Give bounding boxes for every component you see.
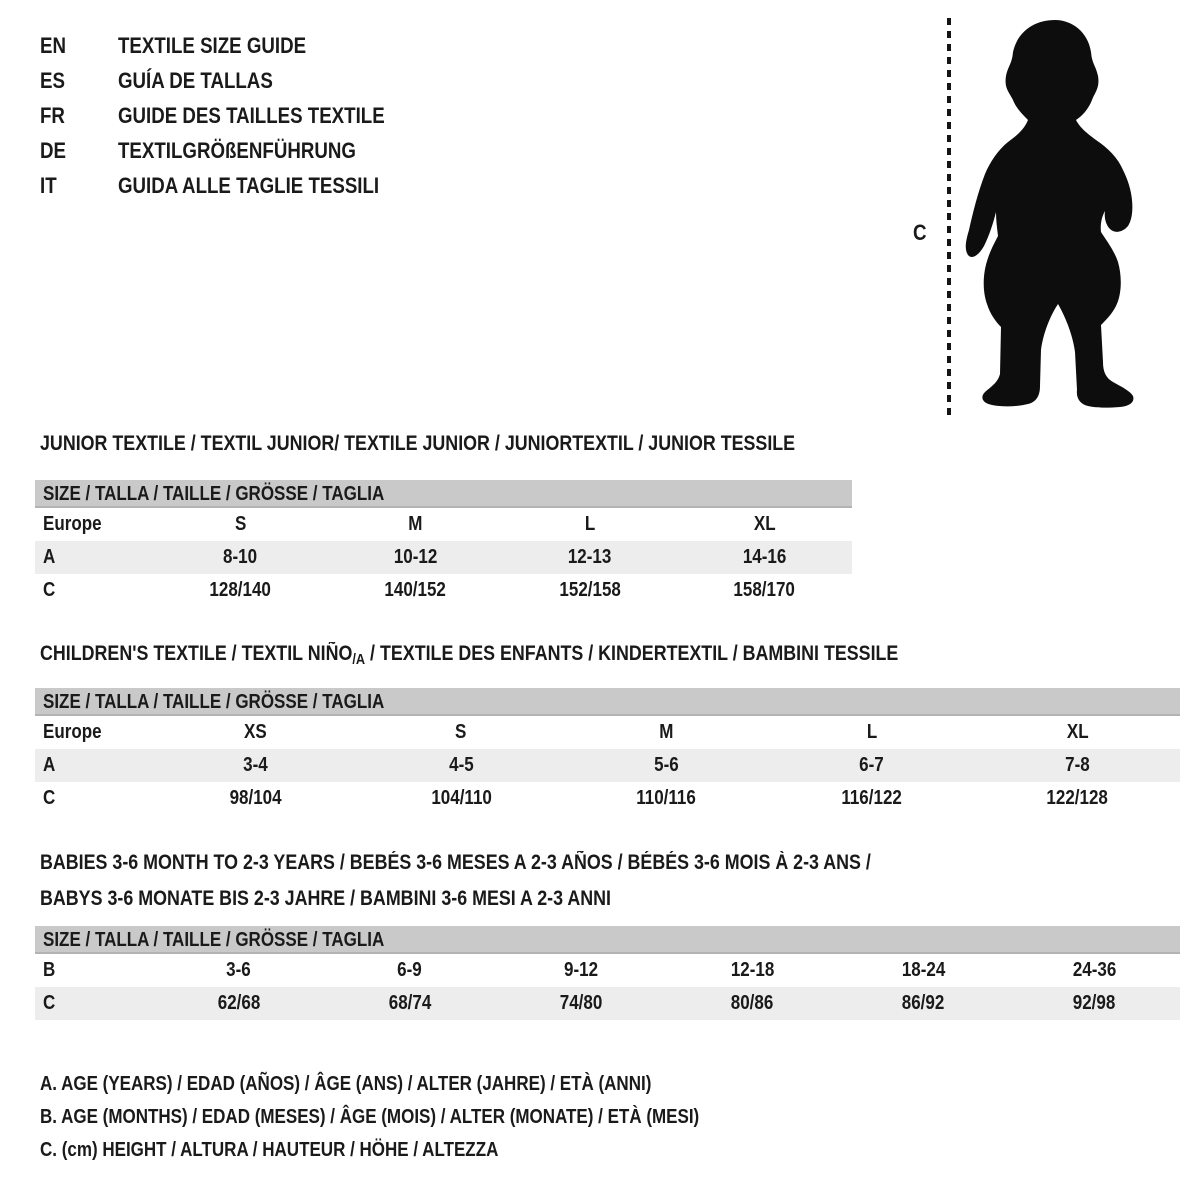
months-value: 18-24 xyxy=(901,959,946,981)
language-title: TEXTILGRÖßENFÜHRUNG xyxy=(118,137,356,163)
children-size-table xyxy=(35,688,1180,815)
title-subscript: /A xyxy=(352,651,366,668)
size-header-bar: SIZE / TALLA / TAILLE / GRÖSSE / TAGLIA xyxy=(35,480,852,508)
table-row-europe xyxy=(35,716,1180,749)
height-measure-label: C xyxy=(913,220,927,245)
age-value: 8-10 xyxy=(223,546,258,568)
legend xyxy=(40,1068,816,1167)
height-value: 92/98 xyxy=(1073,992,1116,1014)
height-value: 158/170 xyxy=(733,579,796,601)
babies-size-table xyxy=(35,926,1180,1020)
language-title: GUIDE DES TAILLES TEXTILE xyxy=(118,102,385,128)
language-title: TEXTILE SIZE GUIDE xyxy=(118,32,307,58)
height-value: 80/86 xyxy=(730,992,774,1014)
row-label: C xyxy=(43,992,56,1014)
language-title: GUIDA ALLE TAGLIE TESSILI xyxy=(118,172,380,198)
height-value: 68/74 xyxy=(388,992,432,1014)
height-value: 152/158 xyxy=(559,579,621,601)
age-value: 3-4 xyxy=(243,754,268,776)
size-header-bar: SIZE / TALLA / TAILLE / GRÖSSE / TAGLIA xyxy=(35,688,1180,716)
table-row-age xyxy=(35,541,852,574)
age-value: 4-5 xyxy=(448,754,474,776)
row-label: C xyxy=(43,579,56,601)
babies-title-line1: BABIES 3-6 MONTH TO 2-3 YEARS / BEBÉS 3-6 MESES A 2-3 AÑOS / BÉBÉS 3-6 MOIS À 2-3 ANS / xyxy=(40,851,871,874)
row-label: A xyxy=(43,546,56,568)
legend-line-a: A. AGE (YEARS) / EDAD (AÑOS) / ÂGE (ANS) / ALTER (JAHRE) / ETÀ (ANNI) xyxy=(40,1073,652,1095)
language-row-es xyxy=(40,63,432,98)
size-value: L xyxy=(866,721,878,743)
language-title: GUÍA DE TALLAS xyxy=(118,67,273,93)
height-value: 116/122 xyxy=(841,787,903,809)
toddler-silhouette-image xyxy=(960,12,1144,418)
babies-title-line2: BABYS 3-6 MONATE BIS 2-3 JAHRE / BAMBINI 3-6 MESI A 2-3 ANNI xyxy=(40,887,611,910)
junior-section-title: JUNIOR TEXTILE / TEXTIL JUNIOR/ TEXTILE JUNIOR / JUNIORTEXTIL / JUNIOR TESSILE xyxy=(40,432,796,455)
age-value: 5-6 xyxy=(654,754,679,776)
row-label: Europe xyxy=(43,513,102,535)
size-value: XL xyxy=(753,513,776,535)
height-value: 104/110 xyxy=(430,787,492,809)
language-code: DE xyxy=(40,137,66,163)
age-value: 12-13 xyxy=(568,546,612,568)
table-row-height xyxy=(35,574,852,607)
row-label: A xyxy=(43,754,56,776)
table-row-age xyxy=(35,749,1180,782)
months-value: 9-12 xyxy=(563,959,598,981)
babies-section-title xyxy=(40,845,1018,917)
months-value: 12-18 xyxy=(730,959,774,981)
row-label: B xyxy=(43,959,56,981)
table-row-height xyxy=(35,782,1180,815)
table-row-height xyxy=(35,987,1180,1020)
size-value: S xyxy=(234,513,247,535)
language-row-en xyxy=(40,28,432,63)
language-row-it xyxy=(40,168,432,203)
months-value: 6-9 xyxy=(397,959,423,981)
size-value: M xyxy=(659,721,674,743)
height-value: 110/116 xyxy=(636,787,697,809)
size-value: L xyxy=(584,513,596,535)
height-value: 128/140 xyxy=(209,579,272,601)
language-title-list xyxy=(40,28,432,203)
age-value: 7-8 xyxy=(1065,754,1090,776)
size-value: M xyxy=(408,513,423,535)
height-value: 74/80 xyxy=(559,992,603,1014)
months-value: 3-6 xyxy=(226,959,251,981)
table-row-age-months xyxy=(35,954,1180,987)
language-code: ES xyxy=(40,67,65,93)
row-label: Europe xyxy=(43,721,102,743)
size-value: XL xyxy=(1066,721,1089,743)
legend-line-c: C. (cm) HEIGHT / ALTURA / HAUTEUR / HÖHE / ALTEZZA xyxy=(40,1139,499,1161)
age-value: 10-12 xyxy=(393,546,437,568)
height-value: 98/104 xyxy=(229,787,282,809)
language-row-de xyxy=(40,133,432,168)
age-value: 14-16 xyxy=(742,546,787,568)
size-value: S xyxy=(455,721,467,743)
size-value: XS xyxy=(244,721,268,743)
height-value: 86/92 xyxy=(901,992,945,1014)
height-value: 62/68 xyxy=(217,992,260,1014)
height-measure-dashed-line xyxy=(947,18,951,416)
table-row-europe xyxy=(35,508,852,541)
junior-size-table xyxy=(35,480,852,607)
row-label: C xyxy=(43,787,56,809)
language-row-fr xyxy=(40,98,432,133)
months-value: 24-36 xyxy=(1072,959,1117,981)
height-value: 140/152 xyxy=(384,579,446,601)
age-value: 6-7 xyxy=(859,754,885,776)
size-header-bar: SIZE / TALLA / TAILLE / GRÖSSE / TAGLIA xyxy=(35,926,1180,954)
language-code: FR xyxy=(40,102,65,128)
height-value: 122/128 xyxy=(1046,787,1109,809)
legend-line-b: B. AGE (MONTHS) / EDAD (MESES) / ÂGE (MOIS) / ALTER (MONATE) / ETÀ (MESI) xyxy=(40,1106,700,1128)
children-section-title: CHILDREN'S TEXTILE / TEXTIL NIÑO/A / TEXTILE DES ENFANTS / KINDERTEXTIL / BAMBINI TESSILE xyxy=(40,642,899,668)
language-code: EN xyxy=(40,32,66,58)
language-code: IT xyxy=(40,172,57,198)
